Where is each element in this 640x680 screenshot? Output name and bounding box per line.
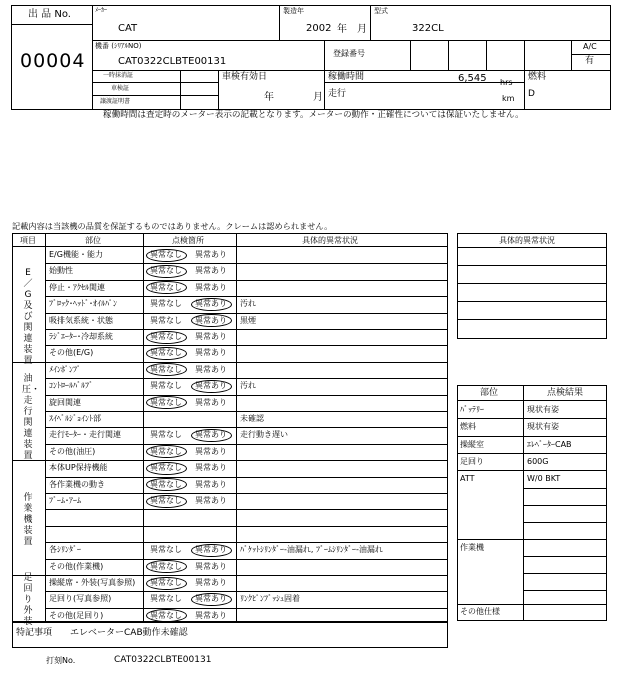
registration-label: 登録番号 bbox=[333, 49, 365, 58]
abnormal-label: 異常あり bbox=[195, 315, 227, 325]
col-detail-header: 具体的異常状況 bbox=[302, 236, 358, 245]
result-part-work-equipment: 作業機 bbox=[460, 543, 484, 552]
result-part-other-spec: その他仕様 bbox=[460, 607, 500, 616]
inspection-detail: 黒煙 bbox=[240, 315, 256, 325]
inspection-part: ｺﾝﾄﾛｰﾙﾊﾞﾙﾌﾞ bbox=[49, 381, 93, 391]
normal-label: 異常なし bbox=[150, 496, 182, 505]
abnormal-label: 異常あり bbox=[195, 496, 227, 505]
check-circle bbox=[146, 347, 187, 360]
right-detail-header: 具体的異常状況 bbox=[499, 236, 555, 245]
hours-unit: hrs bbox=[500, 78, 513, 87]
item-no-label: 出 品 No. bbox=[28, 9, 71, 20]
fuel-label: 燃料 bbox=[528, 72, 547, 82]
inspection-part: 各作業機の動き bbox=[49, 479, 105, 489]
normal-label: 異常なし bbox=[150, 545, 182, 555]
check-circle bbox=[146, 249, 187, 262]
inspection-part: 走行ﾓｰﾀｰ・走行関連 bbox=[49, 430, 121, 440]
normal-label: 異常なし bbox=[150, 561, 182, 571]
item-no: 00004 bbox=[20, 50, 86, 72]
group-work-equipment: 作業機装置 bbox=[23, 493, 33, 547]
abnormal-label: 異常あり bbox=[195, 479, 227, 489]
inspection-part: その他(足回り) bbox=[49, 610, 104, 620]
normal-label: 異常なし bbox=[150, 381, 182, 391]
abnormal-label: 異常あり bbox=[195, 610, 227, 620]
maker-value: CAT bbox=[118, 23, 138, 34]
abnormal-label: 異常あり bbox=[195, 578, 227, 587]
normal-label: 異常なし bbox=[150, 479, 182, 489]
disclaimer: 記載内容は当該機の品質を保証するものではありません。クレームは認められません。 bbox=[12, 221, 333, 231]
inspection-part: ｽｲﾍﾞﾙｼﾞｮｲﾝﾄ部 bbox=[49, 414, 101, 423]
normal-label: 異常なし bbox=[150, 463, 182, 473]
km-unit: km bbox=[502, 94, 515, 103]
km-label: 走行 bbox=[328, 89, 347, 99]
col-part-header: 部位 bbox=[85, 236, 101, 245]
model-value: 322CL bbox=[412, 23, 444, 34]
check-circle bbox=[146, 396, 187, 409]
check-circle bbox=[191, 429, 232, 442]
normal-label: 異常なし bbox=[150, 282, 182, 292]
stamp-no-label: 打刻No. bbox=[46, 656, 76, 665]
normal-label: 異常なし bbox=[150, 610, 182, 620]
year-label: 製造年 bbox=[283, 7, 304, 15]
result-value-att: W/0 BKT bbox=[527, 474, 561, 483]
inspection-part: ﾒｲﾝﾎﾟﾝﾌﾟ bbox=[49, 364, 81, 374]
normal-label: 異常なし bbox=[150, 446, 182, 456]
check-circle bbox=[146, 495, 187, 508]
normal-label: 異常なし bbox=[150, 266, 182, 276]
inspection-part: 停止・ｱｸｾﾙ関連 bbox=[49, 282, 105, 292]
check-circle bbox=[191, 298, 232, 311]
inspection-part: E/G機能・能力 bbox=[49, 250, 103, 259]
inspection-part: その他(油圧) bbox=[49, 446, 96, 456]
abnormal-label: 異常あり bbox=[195, 348, 227, 358]
inspection-part: 操縦席・外装(写真参照) bbox=[49, 578, 136, 587]
result-value-battery: 現状有姿 bbox=[527, 405, 559, 414]
year-value: 2002 bbox=[306, 23, 332, 34]
inspection-part: 本体UP保持機能 bbox=[49, 463, 108, 473]
result-part-undercarriage: 足回り bbox=[460, 457, 484, 466]
check-circle bbox=[191, 544, 232, 557]
abnormal-label: 異常あり bbox=[195, 332, 227, 341]
check-circle bbox=[191, 380, 232, 393]
group-undercarriage: 足回り外装 bbox=[23, 573, 33, 627]
hours-value: 6,545 bbox=[458, 73, 487, 84]
result-part-cab: 操縦室 bbox=[460, 440, 484, 449]
check-circle bbox=[146, 265, 187, 278]
check-circle bbox=[146, 577, 187, 590]
inspection-detail: 走行動き遅い bbox=[240, 430, 288, 440]
inspection-part: 各ｼﾘﾝﾀﾞｰ bbox=[49, 545, 81, 555]
results-col-result: 点検結果 bbox=[547, 388, 584, 398]
fuel-value: D bbox=[528, 89, 535, 99]
inspection-part: 始動性 bbox=[49, 266, 73, 276]
ac-value: 有 bbox=[585, 56, 595, 66]
inspection-part: その他(作業機) bbox=[49, 561, 104, 571]
check-circle bbox=[191, 593, 232, 606]
normal-label: 異常なし bbox=[150, 332, 182, 341]
year-unit: 年 bbox=[337, 24, 347, 35]
abnormal-label: 異常あり bbox=[195, 430, 227, 440]
inspection-part: ﾌﾞﾛｯｸ･ﾍｯﾄﾞ･ｵｲﾙﾊﾟﾝ bbox=[49, 299, 117, 309]
normal-label: 異常なし bbox=[150, 299, 182, 309]
inspection-detail: ﾊﾞｹｯﾄｼﾘﾝﾀﾞｰ-油漏れ, ﾌﾞｰﾑｼﾘﾝﾀﾞｰ-油漏れ bbox=[240, 545, 383, 555]
result-value-undercarriage: 600G bbox=[527, 457, 549, 466]
abnormal-label: 異常あり bbox=[195, 463, 227, 473]
check-circle bbox=[191, 314, 232, 327]
normal-label: 異常なし bbox=[150, 250, 182, 259]
special-remarks-label: 特記事項 bbox=[16, 628, 53, 638]
abnormal-label: 異常あり bbox=[195, 561, 227, 571]
inspection-valid-label: 車検有効日 bbox=[222, 72, 268, 82]
hours-note: 稼働時間は査定時のメーター表示の記載となります。メーターの動作・正確性については保証いたしません。 bbox=[103, 110, 524, 120]
stamp-no-value: CAT0322CLBTE00131 bbox=[114, 655, 212, 665]
abnormal-label: 異常あり bbox=[195, 397, 227, 407]
inspection-detail: 汚れ bbox=[240, 381, 256, 391]
abnormal-label: 異常あり bbox=[195, 282, 227, 292]
normal-label: 異常なし bbox=[150, 594, 182, 604]
cert-inspection: 車検証 bbox=[111, 85, 130, 92]
cert-transfer: 譲渡証明書 bbox=[100, 98, 131, 105]
hours-label: 稼働時間 bbox=[328, 72, 365, 82]
normal-label: 異常なし bbox=[150, 348, 182, 358]
check-circle bbox=[146, 462, 187, 475]
month-unit: 月 bbox=[357, 24, 367, 35]
col-check-header: 点検箇所 bbox=[172, 236, 204, 245]
inspection-part: 吸排気系統・状態 bbox=[49, 315, 113, 325]
check-circle bbox=[146, 478, 187, 491]
abnormal-label: 異常あり bbox=[195, 545, 227, 555]
check-circle bbox=[146, 560, 187, 573]
model-label: 型式 bbox=[374, 7, 388, 15]
inspection-part: 足回り(写真参照) bbox=[49, 594, 112, 604]
abnormal-label: 異常あり bbox=[195, 381, 227, 391]
right-detail-frame bbox=[457, 233, 607, 339]
serial-label: 機番 (ｼﾘｱﾙNO) bbox=[95, 42, 142, 50]
inspection-part: ﾌﾞｰﾑ･ｱｰﾑ bbox=[49, 496, 81, 505]
result-part-fuel: 燃料 bbox=[460, 422, 476, 431]
inspection-year-unit: 年 bbox=[264, 92, 274, 103]
inspection-part: ﾗｼﾞｴｰﾀｰ･冷却系統 bbox=[49, 332, 113, 341]
serial-value: CAT0322CLBTE00131 bbox=[118, 56, 227, 67]
normal-label: 異常なし bbox=[150, 364, 182, 374]
result-part-att: ATT bbox=[460, 474, 475, 483]
inspection-month-unit: 月 bbox=[313, 92, 323, 103]
abnormal-label: 異常あり bbox=[195, 266, 227, 276]
group-hydraulic: 油圧・走行関連装置 bbox=[22, 374, 41, 461]
inspection-part: その他(E/G) bbox=[49, 348, 94, 358]
abnormal-label: 異常あり bbox=[195, 446, 227, 456]
abnormal-label: 異常あり bbox=[195, 299, 227, 309]
col-item-header: 項目 bbox=[20, 236, 36, 245]
results-col-part: 部位 bbox=[480, 388, 499, 398]
cert-temporary: 一時抹消証 bbox=[103, 72, 134, 79]
result-part-battery: ﾊﾞｯﾃﾘｰ bbox=[460, 405, 484, 414]
group-engine: E／G及び関連装置 bbox=[23, 268, 33, 366]
normal-label: 異常なし bbox=[150, 397, 182, 407]
ac-label: A/C bbox=[583, 42, 597, 51]
abnormal-label: 異常あり bbox=[195, 250, 227, 259]
result-value-fuel: 現状有姿 bbox=[527, 422, 559, 431]
inspection-detail: 汚れ bbox=[240, 299, 256, 309]
normal-label: 異常なし bbox=[150, 315, 182, 325]
inspection-detail: 未確認 bbox=[240, 414, 264, 423]
special-remarks-value: エレベーターCAB動作未確認 bbox=[70, 628, 188, 638]
abnormal-label: 異常あり bbox=[195, 594, 227, 604]
results-frame bbox=[457, 385, 607, 621]
inspection-detail: ﾘﾝｸﾋﾟﾝﾌﾞｯｼｭ固着 bbox=[240, 594, 300, 604]
check-circle bbox=[146, 331, 187, 344]
normal-label: 異常なし bbox=[150, 430, 182, 440]
maker-label: ﾒｰｶｰ bbox=[95, 7, 108, 14]
abnormal-label: 異常あり bbox=[195, 364, 227, 374]
result-value-cab: ｴﾚﾍﾞｰﾀｰCAB bbox=[527, 440, 572, 449]
normal-label: 異常なし bbox=[150, 578, 182, 587]
inspection-part: 旋回関連 bbox=[49, 397, 81, 407]
